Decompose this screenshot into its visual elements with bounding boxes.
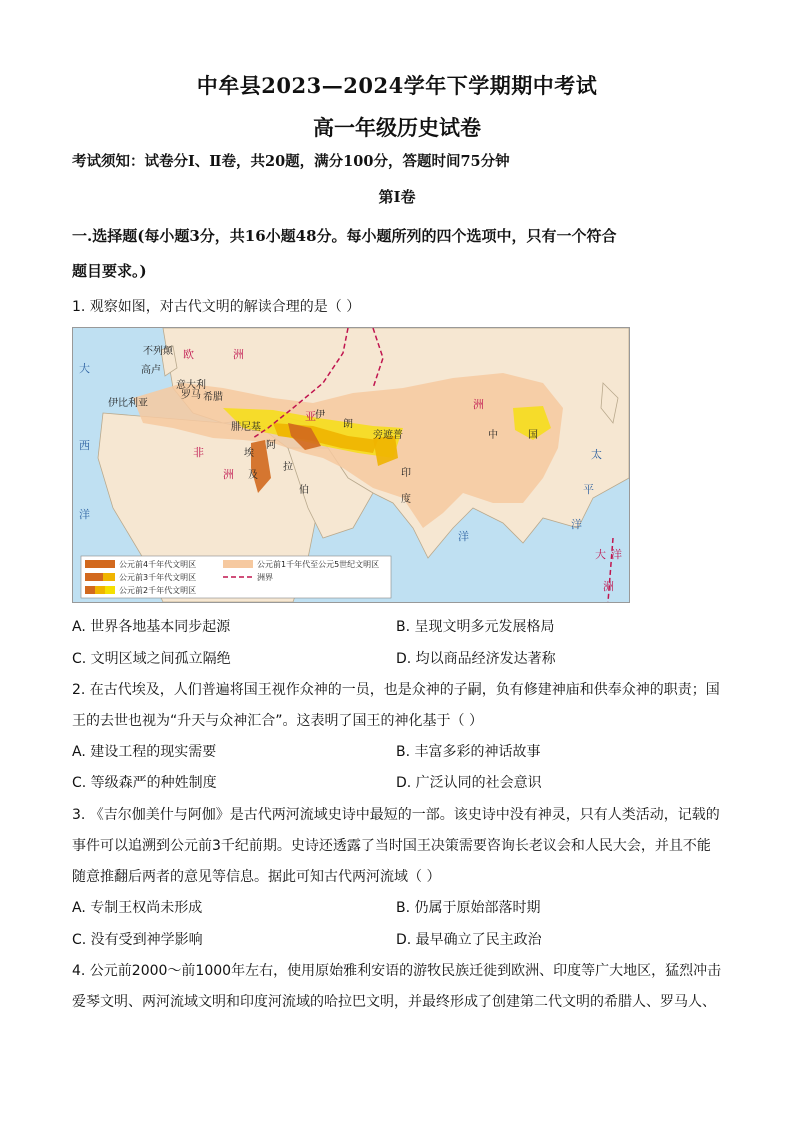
map-sea-pacific-2: 平: [583, 483, 594, 496]
map-label-italy: 意大利: [176, 380, 206, 391]
question-4-stem-line1: 4. 公元前2000～前1000年左右，使用原始雅利安语的游牧民族迁徙到欧洲、印度等广大地区，猛烈冲击: [72, 963, 722, 979]
question-2-option-d: D. 广泛认同的社会意识: [396, 775, 542, 791]
map-sea-indian: 洋: [458, 530, 469, 543]
map-region-oceania-2: 洋: [611, 548, 622, 561]
map-sea-atlantic-2: 西: [79, 439, 90, 452]
section-heading-line1: 一.选择题(每小题3分，共16小题48分。每小题所列的四个选项中，只有一个符合: [72, 227, 617, 245]
map-label-iberia: 伊比利亚: [108, 398, 148, 409]
map-label-egypt-1: 埃: [244, 448, 254, 459]
map-label-iran-1: 伊: [315, 410, 325, 421]
map-label-india-2: 度: [401, 494, 411, 505]
legend-swatch-civ2-c: [105, 586, 115, 594]
map-label-arabia-2: 拉: [283, 462, 293, 473]
legend-swatch-civ4: [85, 560, 115, 568]
map-label-greece: 希腊: [203, 392, 223, 403]
map-region-europe-2: 洲: [233, 348, 244, 361]
map-sea-atlantic-1: 大: [79, 362, 90, 375]
map-sea-atlantic-3: 洋: [79, 508, 90, 521]
question-1-option-a: A. 世界各地基本同步起源: [72, 619, 231, 635]
ancient-civilizations-map: [72, 327, 630, 603]
question-2-stem-line1: 2. 在古代埃及，人们普遍将国王视作众神的一员，也是众神的子嗣，负有修建神庙和供奉众神的职责；国: [72, 682, 720, 698]
legend-label-civ4: 公元前4千年代文明区: [119, 560, 197, 569]
question-3-stem-line1: 3. 《吉尔伽美什与阿伽》是古代两河流域史诗中最短的一部。该史诗中没有神灵，只有人类活动，记载的: [72, 807, 720, 823]
exam-subtitle: 高一年级历史试卷: [313, 115, 481, 140]
legend-label-civ1: 公元前1千年代至公元5世纪文明区: [257, 560, 380, 569]
map-label-punjab: 旁遮普: [373, 430, 403, 441]
question-3-stem-line2: 事件可以追溯到公元前3千纪前期。史诗还透露了当时国王决策需要咨询长老议会和人民大会，并且不能: [72, 838, 711, 854]
question-3-option-c: C. 没有受到神学影响: [72, 932, 203, 948]
question-3-option-b: B. 仍属于原始部落时期: [396, 900, 541, 916]
map-label-rome: 罗马: [181, 390, 201, 401]
map-label-gaul: 高卢: [141, 365, 161, 376]
question-4-stem-line2: 爱琴文明、两河流域文明和印度河流域的哈拉巴文明，并最终形成了创建第二代文明的希腊人、罗马人、: [72, 994, 716, 1010]
question-3-stem-line3: 随意推翻后两者的意见等信息。据此可知古代两河流域（ ）: [72, 869, 441, 885]
legend-label-civ3: 公元前3千年代文明区: [119, 573, 197, 582]
question-1-option-d: D. 均以商品经济发达著称: [396, 651, 556, 667]
legend-swatch-civ2-a: [85, 586, 95, 594]
map-label-arabia-1: 阿: [266, 440, 276, 451]
question-2-option-c: C. 等级森严的种姓制度: [72, 775, 217, 791]
map-label-egypt-2: 及: [248, 470, 258, 481]
map-region-europe-1: 欧: [183, 348, 194, 361]
question-1-option-b: B. 呈现文明多元发展格局: [396, 619, 555, 635]
map-label-china-1: 中: [488, 430, 498, 441]
map-region-asia-1: 亚: [305, 410, 316, 423]
question-1-stem: 1. 观察如图，对古代文明的解读合理的是（ ）: [72, 299, 361, 315]
map-sea-pacific-3: 洋: [571, 518, 582, 531]
exam-title: 中牟县2023—2024学年下学期期中考试: [196, 73, 598, 98]
question-1-option-c: C. 文明区域之间孤立隔绝: [72, 651, 231, 667]
map-label-britain: 不列颠: [143, 346, 173, 357]
legend-label-border: 洲界: [257, 573, 273, 582]
legend-swatch-civ3-a: [85, 573, 103, 581]
map-region-africa-2: 洲: [223, 468, 234, 481]
map-legend: [81, 556, 391, 598]
map-label-china-2: 国: [528, 430, 538, 441]
map-sea-pacific-1: 太: [591, 448, 602, 461]
question-2-option-b: B. 丰富多彩的神话故事: [396, 744, 541, 760]
part-title: 第Ⅰ卷: [378, 188, 416, 206]
legend-swatch-civ3-b: [103, 573, 115, 581]
question-3-option-a: A. 专制王权尚未形成: [72, 900, 203, 916]
map-label-india-1: 印: [401, 468, 411, 479]
map-region-oceania-3: 洲: [603, 580, 614, 593]
legend-label-civ2: 公元前2千年代文明区: [119, 586, 197, 595]
map-label-arabia-3: 伯: [299, 485, 309, 496]
map-region-asia-2: 洲: [473, 398, 484, 411]
map-svg: [73, 328, 629, 602]
question-2-stem-line2: 王的去世也视为“升天与众神汇合”。这表明了国王的神化基于（ ）: [72, 713, 483, 729]
question-3-option-d: D. 最早确立了民主政治: [396, 932, 542, 948]
legend-swatch-civ2-b: [95, 586, 105, 594]
section-heading-line2: 题目要求。): [72, 262, 147, 280]
map-region-africa-1: 非: [193, 446, 204, 459]
question-2-option-a: A. 建设工程的现实需要: [72, 744, 217, 760]
map-label-iran-2: 朗: [343, 419, 353, 430]
map-label-phoenicia: 腓尼基: [231, 422, 261, 433]
map-region-oceania-1: 大: [595, 548, 606, 561]
legend-swatch-civ1: [223, 560, 253, 568]
exam-notice: 考试须知：试卷分Ⅰ、Ⅱ卷，共20题，满分100分，答题时间75分钟: [72, 153, 510, 170]
